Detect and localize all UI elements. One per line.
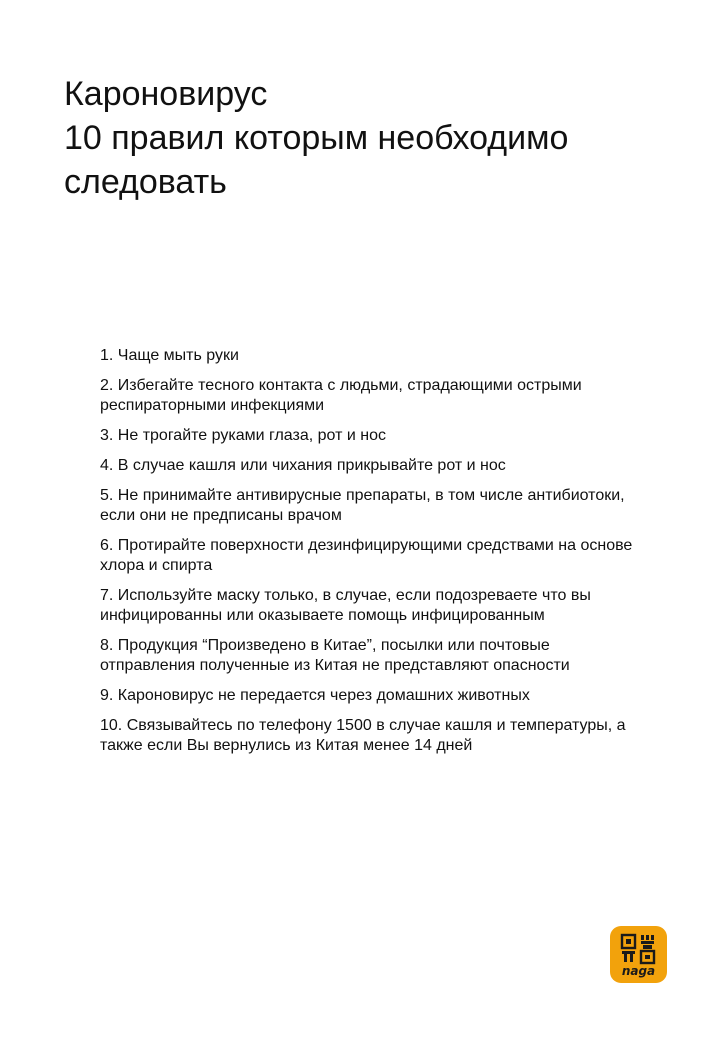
title-line: 10 правил которым необходимо xyxy=(64,119,569,157)
rule-item: 6. Протирайте поверхности дезинфицирующими средствами на основе хлора и спирта xyxy=(100,537,633,574)
rules-list xyxy=(100,346,640,766)
title-line: следовать xyxy=(64,163,227,201)
rule-item: 8. Продукция “Произведено в Китае”, посылки или почтовые отправления полученные из Китая не представляют опасности xyxy=(100,637,570,674)
rule-item: 2. Избегайте тесного контакта с людьми, страдающими острыми респираторными инфекциями xyxy=(100,377,582,414)
logo-wordmark: naga xyxy=(621,964,656,978)
rule-item: 1. Чаще мыть руки xyxy=(100,347,239,364)
rule-item: 7. Используйте маску только, в случае, если подозреваете что вы инфицированны или оказываете помощь инфицированным xyxy=(100,587,591,624)
rule-item: 5. Не принимайте антивирусные препараты, в том числе антибиотоки, если они не предписаны врачом xyxy=(100,487,625,524)
page-title xyxy=(64,72,684,204)
rule-item: 10. Связывайтесь по телефону 1500 в случае кашля и температуры, а также если Вы вернулись из Китая менее 14 дней xyxy=(100,717,626,754)
naga-logo xyxy=(610,926,667,983)
rule-item: 4. В случае кашля или чихания прикрывайте рот и нос xyxy=(100,457,506,474)
title-line: Кароновирус xyxy=(64,75,268,113)
rule-item: 9. Кароновирус не передается через домашних животных xyxy=(100,687,530,704)
rule-item: 3. Не трогайте руками глаза, рот и нос xyxy=(100,427,386,444)
